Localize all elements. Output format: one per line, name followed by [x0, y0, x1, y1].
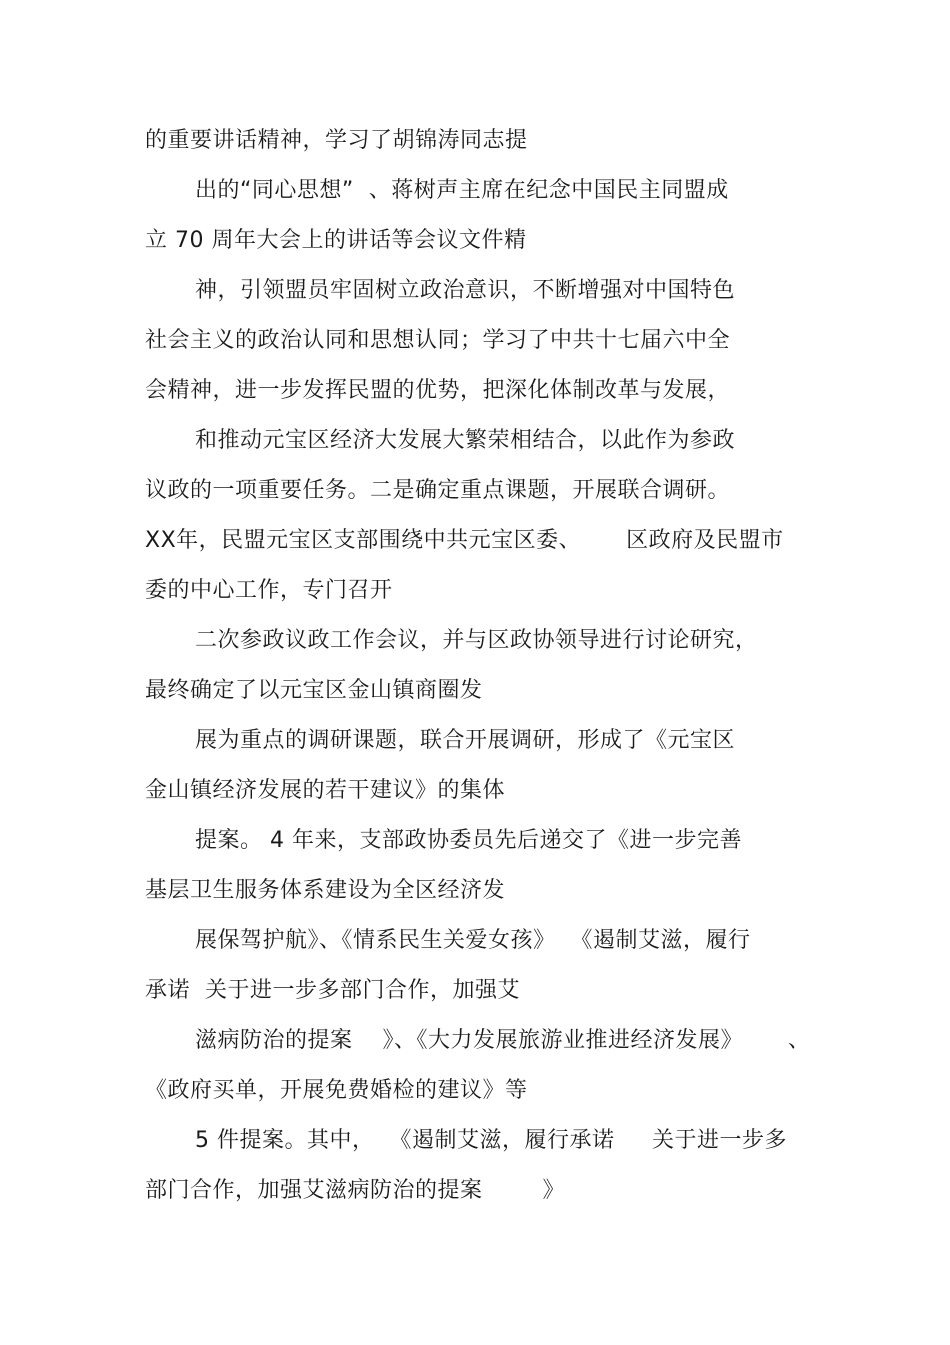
text-line: 金山镇经济发展的若干建议》的集体: [145, 778, 506, 803]
text-line: XX年，民盟元宝区支部围绕中共元宝区委、 区政府及民盟市: [145, 528, 784, 553]
text-line: 议政的一项重要任务。二是确定重点课题，开展联合调研。: [145, 478, 731, 503]
text-line: 立 70 周年大会上的讲话等会议文件精: [145, 228, 527, 253]
text-line: 最终确定了以元宝区金山镇商圈发: [145, 678, 483, 703]
text-line: 基层卫生服务体系建设为全区经济发: [145, 878, 506, 903]
text-line: 承诺 关于进一步多部门合作，加强艾: [145, 978, 520, 1003]
text-line: 和推动元宝区经济大发展大繁荣相结合，以此作为参政: [195, 428, 736, 453]
text-line: 委的中心工作，专门召开: [145, 578, 393, 603]
text-line: 的重要讲话精神，学习了胡锦涛同志提: [145, 128, 528, 153]
text-line: 展保驾护航》、《情系民生关爱女孩》 《遏制艾滋，履行: [195, 928, 751, 953]
text-line: 部门合作，加强艾滋病防治的提案 》: [145, 1178, 565, 1203]
text-line: 提案。 4 年来，支部政协委员先后递交了《进一步完善: [195, 828, 742, 853]
text-line: 社会主义的政治认同和思想认同；学习了中共十七届六中全: [145, 328, 731, 353]
text-line: 滋病防治的提案 》、《大力发展旅游业推进经济发展》 、: [195, 1028, 811, 1053]
text-line: 5 件提案。其中， 《遏制艾滋，履行承诺 关于进一步多: [195, 1128, 787, 1153]
text-line: 会精神，进一步发挥民盟的优势，把深化体制改革与发展，: [145, 378, 731, 403]
text-line: 展为重点的调研课题，联合开展调研，形成了《元宝区: [195, 728, 736, 753]
text-line: 《政府买单，开展免费婚检的建议》等: [145, 1078, 528, 1103]
text-line: 出的“同心思想” 、蒋树声主席在纪念中国民主同盟成: [195, 178, 729, 203]
text-line: 神，引领盟员牢固树立政治意识，不断增强对中国特色: [195, 278, 736, 303]
text-line: 二次参政议政工作会议，并与区政协领导进行讨论研究，: [195, 628, 758, 653]
